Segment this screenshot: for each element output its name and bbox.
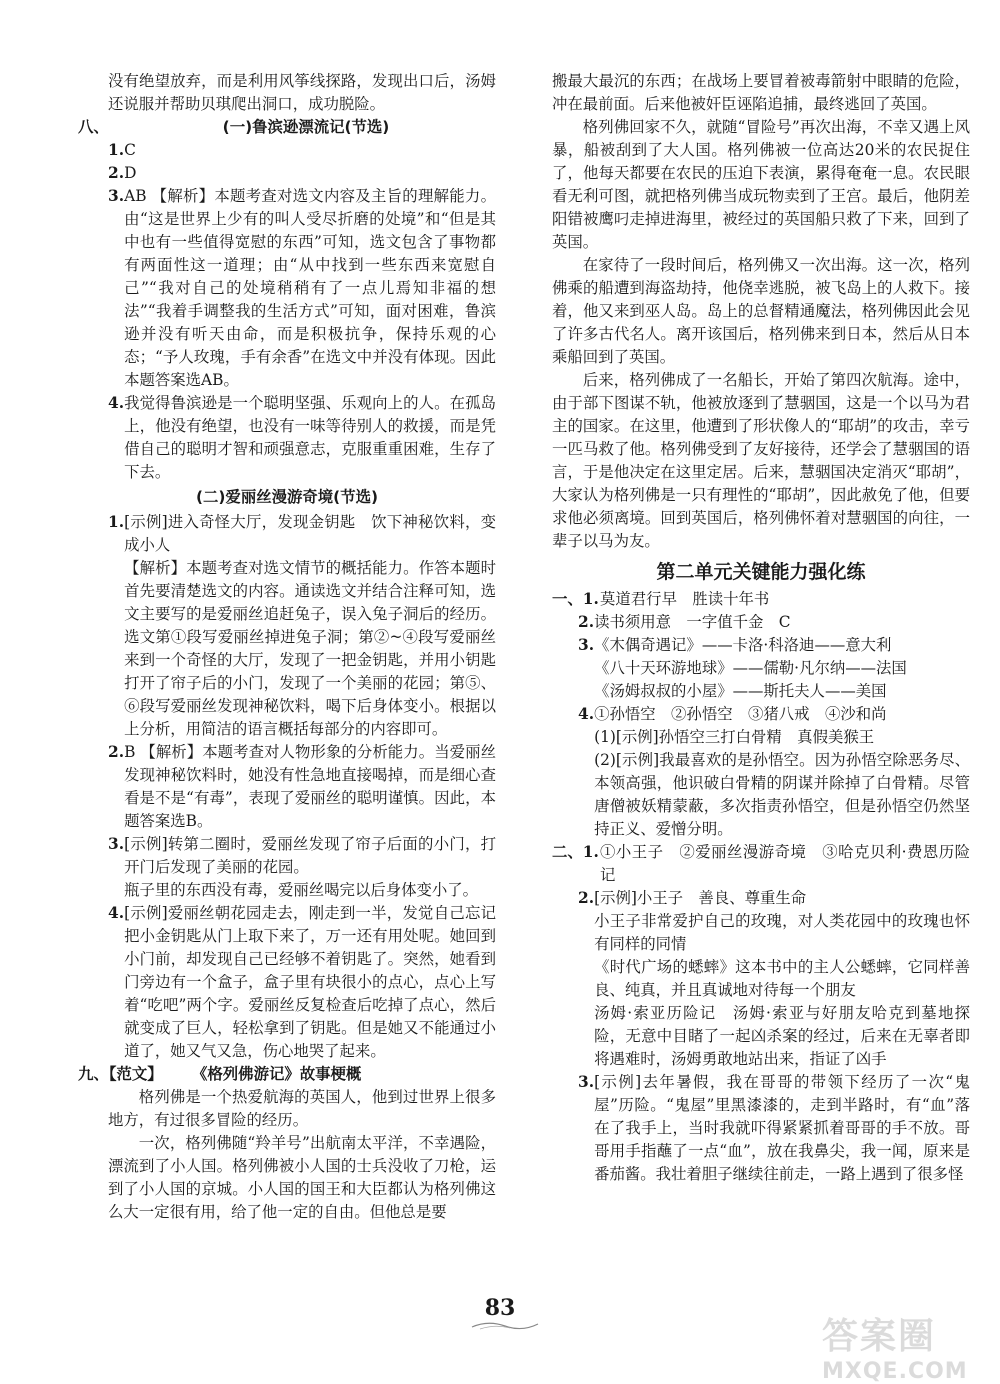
section-number: 九、【范文】 bbox=[78, 1065, 163, 1083]
watermark-bottom: MXQE.COM bbox=[822, 1359, 968, 1384]
answer-item: 3. [示例]去年暑假，我在哥哥的带领下经历了一次“鬼屋”历险。“鬼屋”里黑漆漆的，走到半路时，有“血”落在了我手上，当时我就吓得紧紧抓着哥哥的手不放。哥哥用手指蘸了一点“血”，放在我鼻尖，我一闻，原来是番茄酱。我壮着胆子继续往前走，一路上遇到了很多怪 bbox=[578, 1073, 970, 1183]
watermark-logo bbox=[822, 1308, 992, 1384]
answer-item: 3. AB 【解析】本题考查对选文内容及主旨的理解能力。由“这是世界上少有的叫人受尽折磨的处境”和“但是其中也有一些值得宽慰的东西”可知，选文包含了事物都有两面性这一道理；由“从中找到一些东西来宽慰自己”“我对自己的处境稍稍有了一点儿焉知非福的想法”“我着手调整我的生活方式”可知，面对困难，鲁滨逊并没有听天由命，而是积极抗争，保持乐观的心态；“予人玫瑰，手有余香”在选文中并没有体现。因此本题答案选AB。 bbox=[108, 187, 496, 389]
answer-item: 二、1. ①小王子 ②爱丽丝漫游奇境 ③哈克贝利·费恩历险记 bbox=[552, 843, 970, 884]
answer-item: 3. 《木偶奇遇记》——卡洛·科洛迪——意大利 《八十天环游地球》——儒勒·凡尔纳——法国 《汤姆叔叔的小屋》——斯托夫人——美国 bbox=[578, 636, 907, 700]
answer-item: 1. [示例]进入奇怪大厅，发现金钥匙 饮下神秘饮料，变成小人 【解析】本题考查对选文情节的概括能力。作答本题时首先要清楚选文的内容。通读选文并结合注释可知，选文主要写的是爱丽丝追赶兔子，误入兔子洞后的经历。选文第①段写爱丽丝掉进兔子洞；第②~④段写爱丽丝来到一个奇怪的大厅，发现了一把金钥匙，并用小钥匙打开了帘子后的小门，发现了一个美丽的花园；第⑤、⑥段写爱丽丝发现神秘饮料，喝下后身体变小。根据以上分析，用简洁的语言概括每部分的内容即可。 bbox=[108, 513, 496, 738]
section-9-header bbox=[78, 1063, 496, 1086]
section-title: 《格列佛游记》故事梗概 bbox=[192, 1065, 362, 1083]
essay-paragraph: 在家待了一段时间后，格列佛又一次出海。这一次，格列佛乘的船遭到海盗劫持，他侥幸逃脱，被飞岛上的人救下。接着，他又来到巫人岛。岛上的总督精通魔法，格列佛因此会见了许多古代名人。离开该国后，格列佛来到日本，然后从日本乘船回到了英国。 bbox=[552, 256, 970, 366]
page-number: 83 bbox=[484, 1295, 516, 1321]
essay-paragraph: 后来，格列佛成了一名船长，开始了第四次航海。途中，由于部下图谋不轨，他被放逐到了慧骃国，这是一个以马为君主的国家。在这里，他遭到了形状像人的“耶胡”的攻击，幸亏一匹马救了他。格列佛受到了友好接待，还学会了慧骃国的语言，于是他决定在这里定居。后来，慧骃国决定消灭“耶胡”，大家认为格列佛是一只有理性的“耶胡”，因此赦免了他，但要求他必须离境。回到英国后，格列佛怀着对慧骃国的向往，一辈子以马为友。 bbox=[552, 371, 970, 550]
answer-item: 4. ①孙悟空 ②孙悟空 ③猪八戒 ④沙和尚 (1)[示例]孙悟空三打白骨精 真假美猴王 (2)[示例]我最喜欢的是孙悟空。因为孙悟空除恶务尽、本领高强，他识破白骨精的阴谋并除掉了白骨精。尽管唐僧被妖精蒙蔽，多次指责孙悟空，但是孙悟空仍然坚持正义、爱憎分明。 bbox=[578, 705, 970, 838]
essay-paragraph: 一次，格列佛随“羚羊号”出航南太平洋，不幸遇险，漂流到了小人国。格列佛被小人国的士兵没收了刀枪，运到了小人国的京城。小人国的国王和大臣都认为格列佛这么大一定很有用，给了他一定的自由。但他总是要 bbox=[108, 1134, 496, 1221]
essay-paragraph: 搬最大最沉的东西；在战场上要冒着被毒箭射中眼睛的危险，冲在最前面。后来他被奸臣诬陷追捕，最终逃回了英国。 bbox=[552, 72, 970, 113]
answer-item: 2. [示例]小王子 善良、尊重生命 小王子非常爱护自己的玫瑰，对人类花园中的玫瑰也怀有同样的同情 《时代广场的蟋蟀》这本书中的主人公蟋蟀，它同样善良、纯真，并且真诚地对待每一个朋友 汤姆·索亚历险记 汤姆·索亚与好朋友哈克到墓地探险，无意中目睹了一起凶杀案的经过，后来在无辜者即将遇难时，汤姆勇敢地站出来，指证了凶手 bbox=[578, 889, 970, 1068]
watermark-top: 答案圈 bbox=[822, 1316, 937, 1357]
page-ornament-icon bbox=[470, 1318, 540, 1332]
section-title: (一)鲁滨逊漂流记(节选) bbox=[222, 118, 390, 136]
essay-paragraph: 格列佛是一个热爱航海的英国人，他到过世界上很多地方，有过很多冒险的经历。 bbox=[108, 1088, 496, 1129]
unit-title: 第二单元关键能力强化练 bbox=[656, 561, 866, 583]
answer-item: 1. C bbox=[108, 141, 136, 159]
continued-text: 没有绝望放弃，而是利用风筝线探路，发现出口后，汤姆还说服并帮助贝琪爬出洞口，成功脱险。 bbox=[108, 72, 496, 113]
answer-item: 2. 读书须用意 一字值千金 C bbox=[578, 613, 791, 631]
subsection-title: (二)爱丽丝漫游奇境(节选) bbox=[195, 488, 379, 506]
answer-item: 2. B 【解析】本题考查对人物形象的分析能力。当爱丽丝发现神秘饮料时，她没有性急地直接喝掉，而是细心查看是不是“有毒”，表现了爱丽丝的聪明谨慎。因此，本题答案选B。 bbox=[108, 743, 496, 830]
answer-item: 4. [示例]爱丽丝朝花园走去，刚走到一半，发觉自己忘记把小金钥匙从门上取下来了，万一还有用处呢。她回到小门前，却发现自己已经够不着钥匙了。突然，她看到门旁边有一个盒子，盒子里有块很小的点心，点心上写着“吃吧”两个字。爱丽丝反复检查后吃掉了点心，然后就变成了巨人，轻松拿到了钥匙。但是她又不能通过小道了，她又气又急，伤心地哭了起来。 bbox=[108, 904, 496, 1060]
answer-item: 一、1. 莫道君行早 胜读十年书 bbox=[552, 590, 770, 608]
left-column bbox=[78, 70, 496, 1224]
essay-paragraph: 格列佛回家不久，就随“冒险号”再次出海，不幸又遇上风暴，船被刮到了大人国。格列佛被一位高达20米的农民捉住了，他每天都要在农民的压迫下表演，累得奄奄一息。农民眼看无利可图，就把格列佛当成玩物卖到了王宫。最后，他阴差阳错被鹰叼走掉进海里，被经过的英国船只救了下来，回到了英国。 bbox=[552, 118, 970, 251]
answer-item: 4. 我觉得鲁滨逊是一个聪明坚强、乐观向上的人。在孤岛上，他没有绝望，也没有一味等待别人的救援，而是凭借自己的聪明才智和顽强意志，克服重重困难，生存了下去。 bbox=[108, 394, 496, 481]
section-8-header bbox=[78, 116, 496, 139]
answer-item: 3. [示例]转第二圈时，爱丽丝发现了帘子后面的小门，打开门后发现了美丽的花园。 瓶子里的东西没有毒，爱丽丝喝完以后身体变小了。 bbox=[108, 835, 496, 899]
answer-item: 2. D bbox=[108, 164, 137, 182]
right-column bbox=[552, 70, 970, 1186]
section-number: 八、 bbox=[78, 118, 109, 136]
